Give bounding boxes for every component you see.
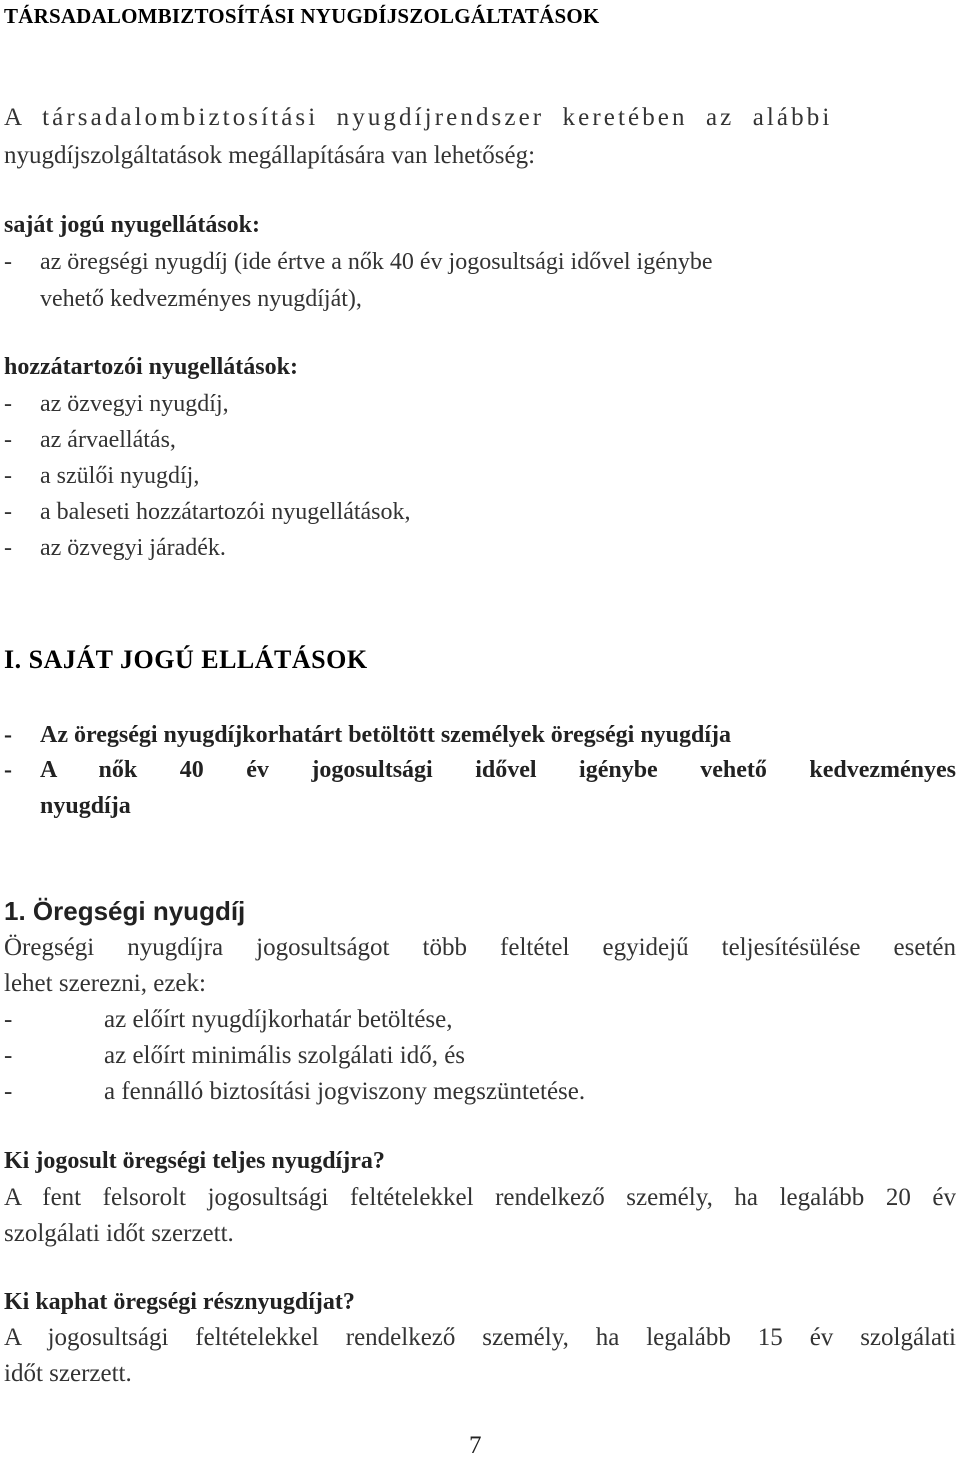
dependent-item	[4, 427, 176, 454]
condition-item-text: a fennálló biztosítási jogviszony megszüntetése.	[104, 1078, 586, 1105]
subsection-body-line-2: lehet szerezni, ezek:	[4, 970, 206, 997]
dependent-item-text: az özvegyi nyugdíj,	[40, 391, 229, 417]
page-number: 7	[469, 1432, 482, 1459]
list-dash: -	[4, 1078, 13, 1105]
answer-line-2: szolgálati időt szerzett.	[4, 1220, 234, 1247]
section-item	[4, 757, 956, 784]
list-dash: -	[4, 535, 12, 561]
list-dash: -	[4, 463, 12, 489]
section-item	[4, 722, 731, 749]
section-item-text: A nők 40 év jogosultsági idővel igénybe vehető kedvezményes	[40, 757, 956, 783]
condition-item	[4, 1006, 453, 1034]
section-item-continuation: nyugdíja	[40, 793, 131, 819]
intro-line-2: nyugdíjszolgáltatások megállapítására van lehetőség:	[4, 142, 536, 169]
list-dash: -	[4, 1006, 13, 1033]
own-right-item	[4, 249, 713, 276]
section-number: I.	[4, 645, 22, 674]
answer-line-1: A fent felsorolt jogosultsági feltételekkel rendelkező személy, ha legalább 20 év	[4, 1184, 956, 1211]
section-item-text: Az öregségi nyugdíjkorhatárt betöltött személyek öregségi nyugdíja	[40, 722, 732, 748]
own-right-item-continuation: vehető kedvezményes nyugdíját),	[40, 286, 362, 312]
condition-item-text: az előírt minimális szolgálati idő, és	[104, 1042, 466, 1069]
section-title: SAJÁT JOGÚ ELLÁTÁSOK	[28, 645, 368, 674]
own-right-heading: saját jogú nyugellátások:	[4, 212, 261, 238]
dependent-item-text: az özvegyi járadék.	[40, 535, 226, 561]
dependent-heading: hozzátartozói nyugellátások:	[4, 354, 298, 380]
dependent-item-text: a szülői nyugdíj,	[40, 463, 200, 489]
list-dash: -	[4, 427, 12, 453]
answer-line-2: időt szerzett.	[4, 1360, 132, 1387]
condition-item	[4, 1078, 585, 1106]
list-dash: -	[4, 757, 12, 783]
question-heading: Ki jogosult öregségi teljes nyugdíjra?	[4, 1148, 385, 1174]
dependent-item	[4, 499, 411, 526]
condition-item	[4, 1042, 465, 1070]
subsection-heading: 1. Öregségi nyugdíj	[4, 896, 246, 926]
dependent-item-text: a baleseti hozzátartozói nyugellátások,	[40, 499, 411, 525]
list-dash: -	[4, 391, 12, 417]
own-right-item-text: az öregségi nyugdíj (ide értve a nők 40 év jogosultsági idővel igénybe	[40, 249, 713, 275]
list-dash: -	[4, 249, 12, 275]
list-dash: -	[4, 1042, 13, 1069]
list-dash: -	[4, 499, 12, 525]
question-heading: Ki kaphat öregségi résznyugdíjat?	[4, 1289, 355, 1315]
answer-line-1: A jogosultsági feltételekkel rendelkező személy, ha legalább 15 év szolgálati	[4, 1324, 956, 1351]
condition-item-text: az előírt nyugdíjkorhatár betöltése,	[104, 1006, 453, 1033]
list-dash: -	[4, 722, 12, 748]
dependent-item	[4, 391, 229, 418]
intro-line-1: A társadalombiztosítási nyugdíjrendszer keretében az alábbi	[4, 104, 833, 131]
document-title: TÁRSADALOMBIZTOSÍTÁSI NYUGDÍJSZOLGÁLTATÁSOK	[4, 4, 600, 28]
dependent-item	[4, 463, 199, 490]
subsection-body-line-1: Öregségi nyugdíjra jogosultságot több feltétel egyidejű teljesítésülése esetén	[4, 934, 956, 961]
dependent-item-text: az árvaellátás,	[40, 427, 176, 453]
section-heading	[4, 645, 368, 675]
dependent-item	[4, 535, 226, 562]
